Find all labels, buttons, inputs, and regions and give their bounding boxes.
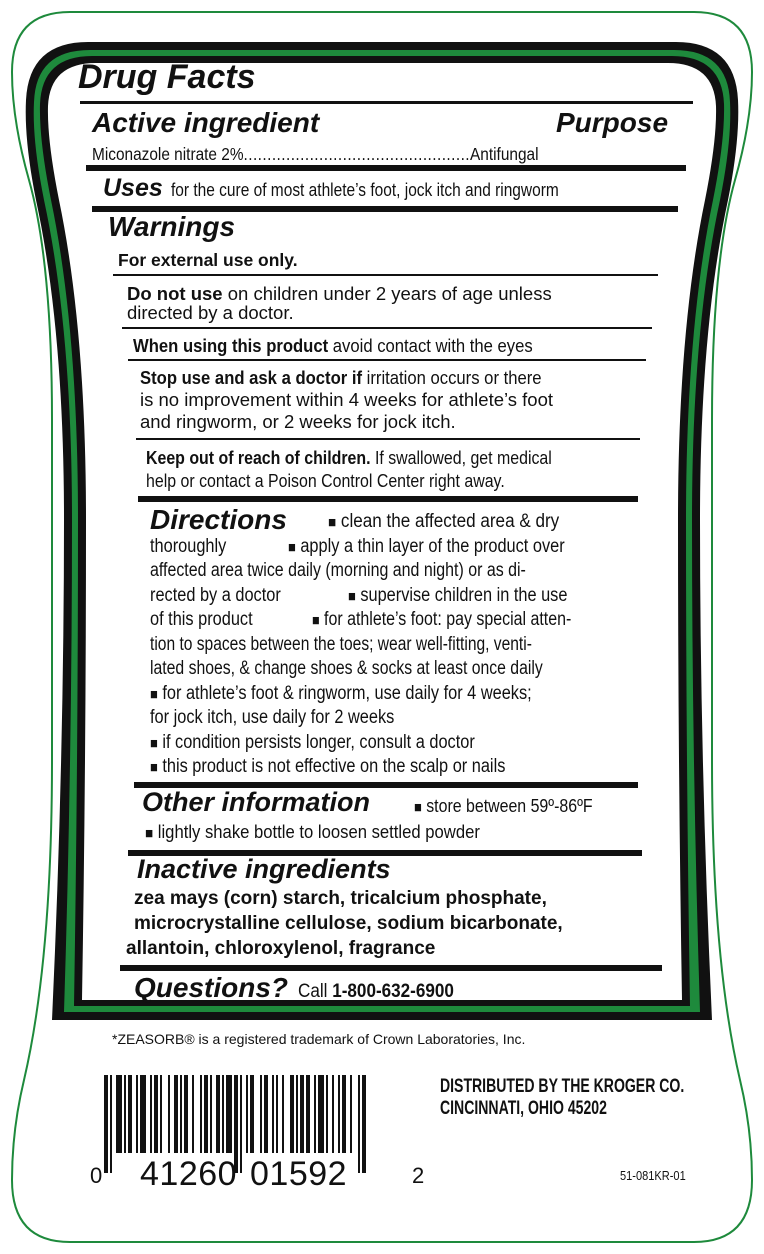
- barcode-bar: [160, 1075, 162, 1153]
- rule-active: [86, 165, 686, 171]
- ingredient-name: Miconazole nitrate 2%: [92, 144, 244, 164]
- barcode-bar: [300, 1075, 304, 1153]
- active-ingredient-heading: Active ingredient: [92, 107, 320, 138]
- barcode-bar: [174, 1075, 178, 1153]
- barcode-bar: [326, 1075, 328, 1153]
- barcode-bar: [168, 1075, 170, 1153]
- do-not-use-text: Do not use on children under 2 years of age unless directed by a doctor.: [127, 283, 552, 323]
- barcode-bar: [350, 1075, 352, 1153]
- barcode-bar: [250, 1075, 254, 1153]
- questions-section: [134, 972, 472, 1004]
- barcode-bar: [180, 1075, 182, 1153]
- barcode-bar: [154, 1075, 158, 1153]
- barcode-bar: [290, 1075, 294, 1153]
- barcode-bar: [332, 1075, 334, 1153]
- barcode-bar: [246, 1075, 248, 1153]
- rule-do-not-use: [122, 327, 652, 329]
- barcode-bar: [362, 1075, 366, 1173]
- warnings-heading: Warnings: [108, 211, 236, 242]
- stop-use-text: Stop use and ask a doctor if irritation occurs or there is no improvement within 4 weeks for athlete’s foot and ringworm, or 2 weeks for jock itch.: [140, 367, 554, 432]
- trademark-text: *ZEASORB® is a registered trademark of Crown Laboratories, Inc.: [112, 1031, 526, 1047]
- barcode-lead-digit: 0: [90, 1163, 103, 1188]
- barcode-bar: [216, 1075, 220, 1153]
- uses-text: for the cure of most athlete’s foot, jock itch and ringworm: [171, 180, 559, 200]
- directions-heading: Directions: [150, 504, 287, 535]
- leader-dots: ................................................: [243, 144, 471, 164]
- barcode-bar: [226, 1075, 232, 1153]
- barcode-bar: [342, 1075, 346, 1153]
- external-use-text: For external use only.: [118, 250, 298, 270]
- barcode-bar: [140, 1075, 146, 1153]
- barcode-bar: [222, 1075, 224, 1153]
- barcode-bar: [136, 1075, 138, 1153]
- purpose-heading: Purpose: [556, 107, 669, 138]
- barcode-bar: [184, 1075, 188, 1153]
- barcode-bar: [318, 1075, 324, 1153]
- uses-heading: Uses: [103, 174, 163, 202]
- product-code: 51-081KR-01: [620, 1168, 686, 1183]
- active-ingredient-line: [92, 144, 599, 165]
- barcode-bar: [306, 1075, 310, 1153]
- barcode-bar: [116, 1075, 122, 1153]
- rule-inactive: [120, 965, 662, 971]
- barcode-bar: [104, 1075, 108, 1173]
- inactive-ingredients-text: zea mays (corn) starch, tricalcium phosphate, microcrystalline cellulose, sodium bicarbonate, allantoin, chloroxylenol, fragrance: [126, 888, 563, 959]
- when-using-text: When using this product avoid contact with the eyes: [133, 335, 533, 356]
- distributor-text: DISTRIBUTED BY THE KROGER CO. CINCINNATI, OHIO 45202: [440, 1076, 685, 1119]
- rule-title: [80, 101, 693, 104]
- other-information-heading: Other information: [142, 787, 370, 817]
- barcode-bar: [338, 1075, 340, 1153]
- questions-heading: Questions?: [134, 972, 289, 1003]
- inactive-ingredients-heading: Inactive ingredients: [137, 854, 391, 884]
- barcode-right-digits: 01592: [250, 1155, 348, 1193]
- barcode-check-digit: 2: [412, 1163, 425, 1188]
- barcode-bar: [150, 1075, 152, 1153]
- barcode-bar: [296, 1075, 298, 1153]
- barcode-bar: [192, 1075, 194, 1153]
- barcode-left-digits: 41260: [140, 1155, 238, 1193]
- barcode-bar: [128, 1075, 132, 1153]
- rule-warnings: [138, 496, 638, 502]
- barcode-bar: [260, 1075, 262, 1153]
- rule-stop-use: [136, 438, 640, 440]
- barcode-bar: [240, 1075, 242, 1173]
- ingredient-purpose: Antifungal: [470, 144, 539, 164]
- rule-external: [113, 274, 658, 276]
- questions-call: Call: [298, 981, 333, 1002]
- other-shake-text: ■ lightly shake bottle to loosen settled powder: [145, 821, 480, 842]
- barcode-bar: [276, 1075, 278, 1153]
- barcode-bar: [124, 1075, 126, 1153]
- barcode-bar: [264, 1075, 268, 1153]
- page-title: Drug Facts: [78, 58, 256, 96]
- other-store-text: ■ store between 59º-86ºF: [414, 795, 593, 816]
- barcode-bar: [282, 1075, 284, 1153]
- keep-out-text: Keep out of reach of children. If swallowed, get medical help or contact a Poison Control Center right away.: [146, 447, 552, 491]
- barcode-bar: [110, 1075, 112, 1173]
- barcode-bar: [358, 1075, 360, 1173]
- uses-section: [103, 174, 622, 203]
- barcode-bar: [272, 1075, 274, 1153]
- barcode-bar: [200, 1075, 202, 1153]
- barcode-bar: [210, 1075, 212, 1153]
- rule-when-using: [128, 359, 646, 361]
- questions-phone: 1-800-632-6900: [332, 981, 455, 1002]
- barcode-bar: [204, 1075, 208, 1153]
- barcode-bar: [314, 1075, 316, 1153]
